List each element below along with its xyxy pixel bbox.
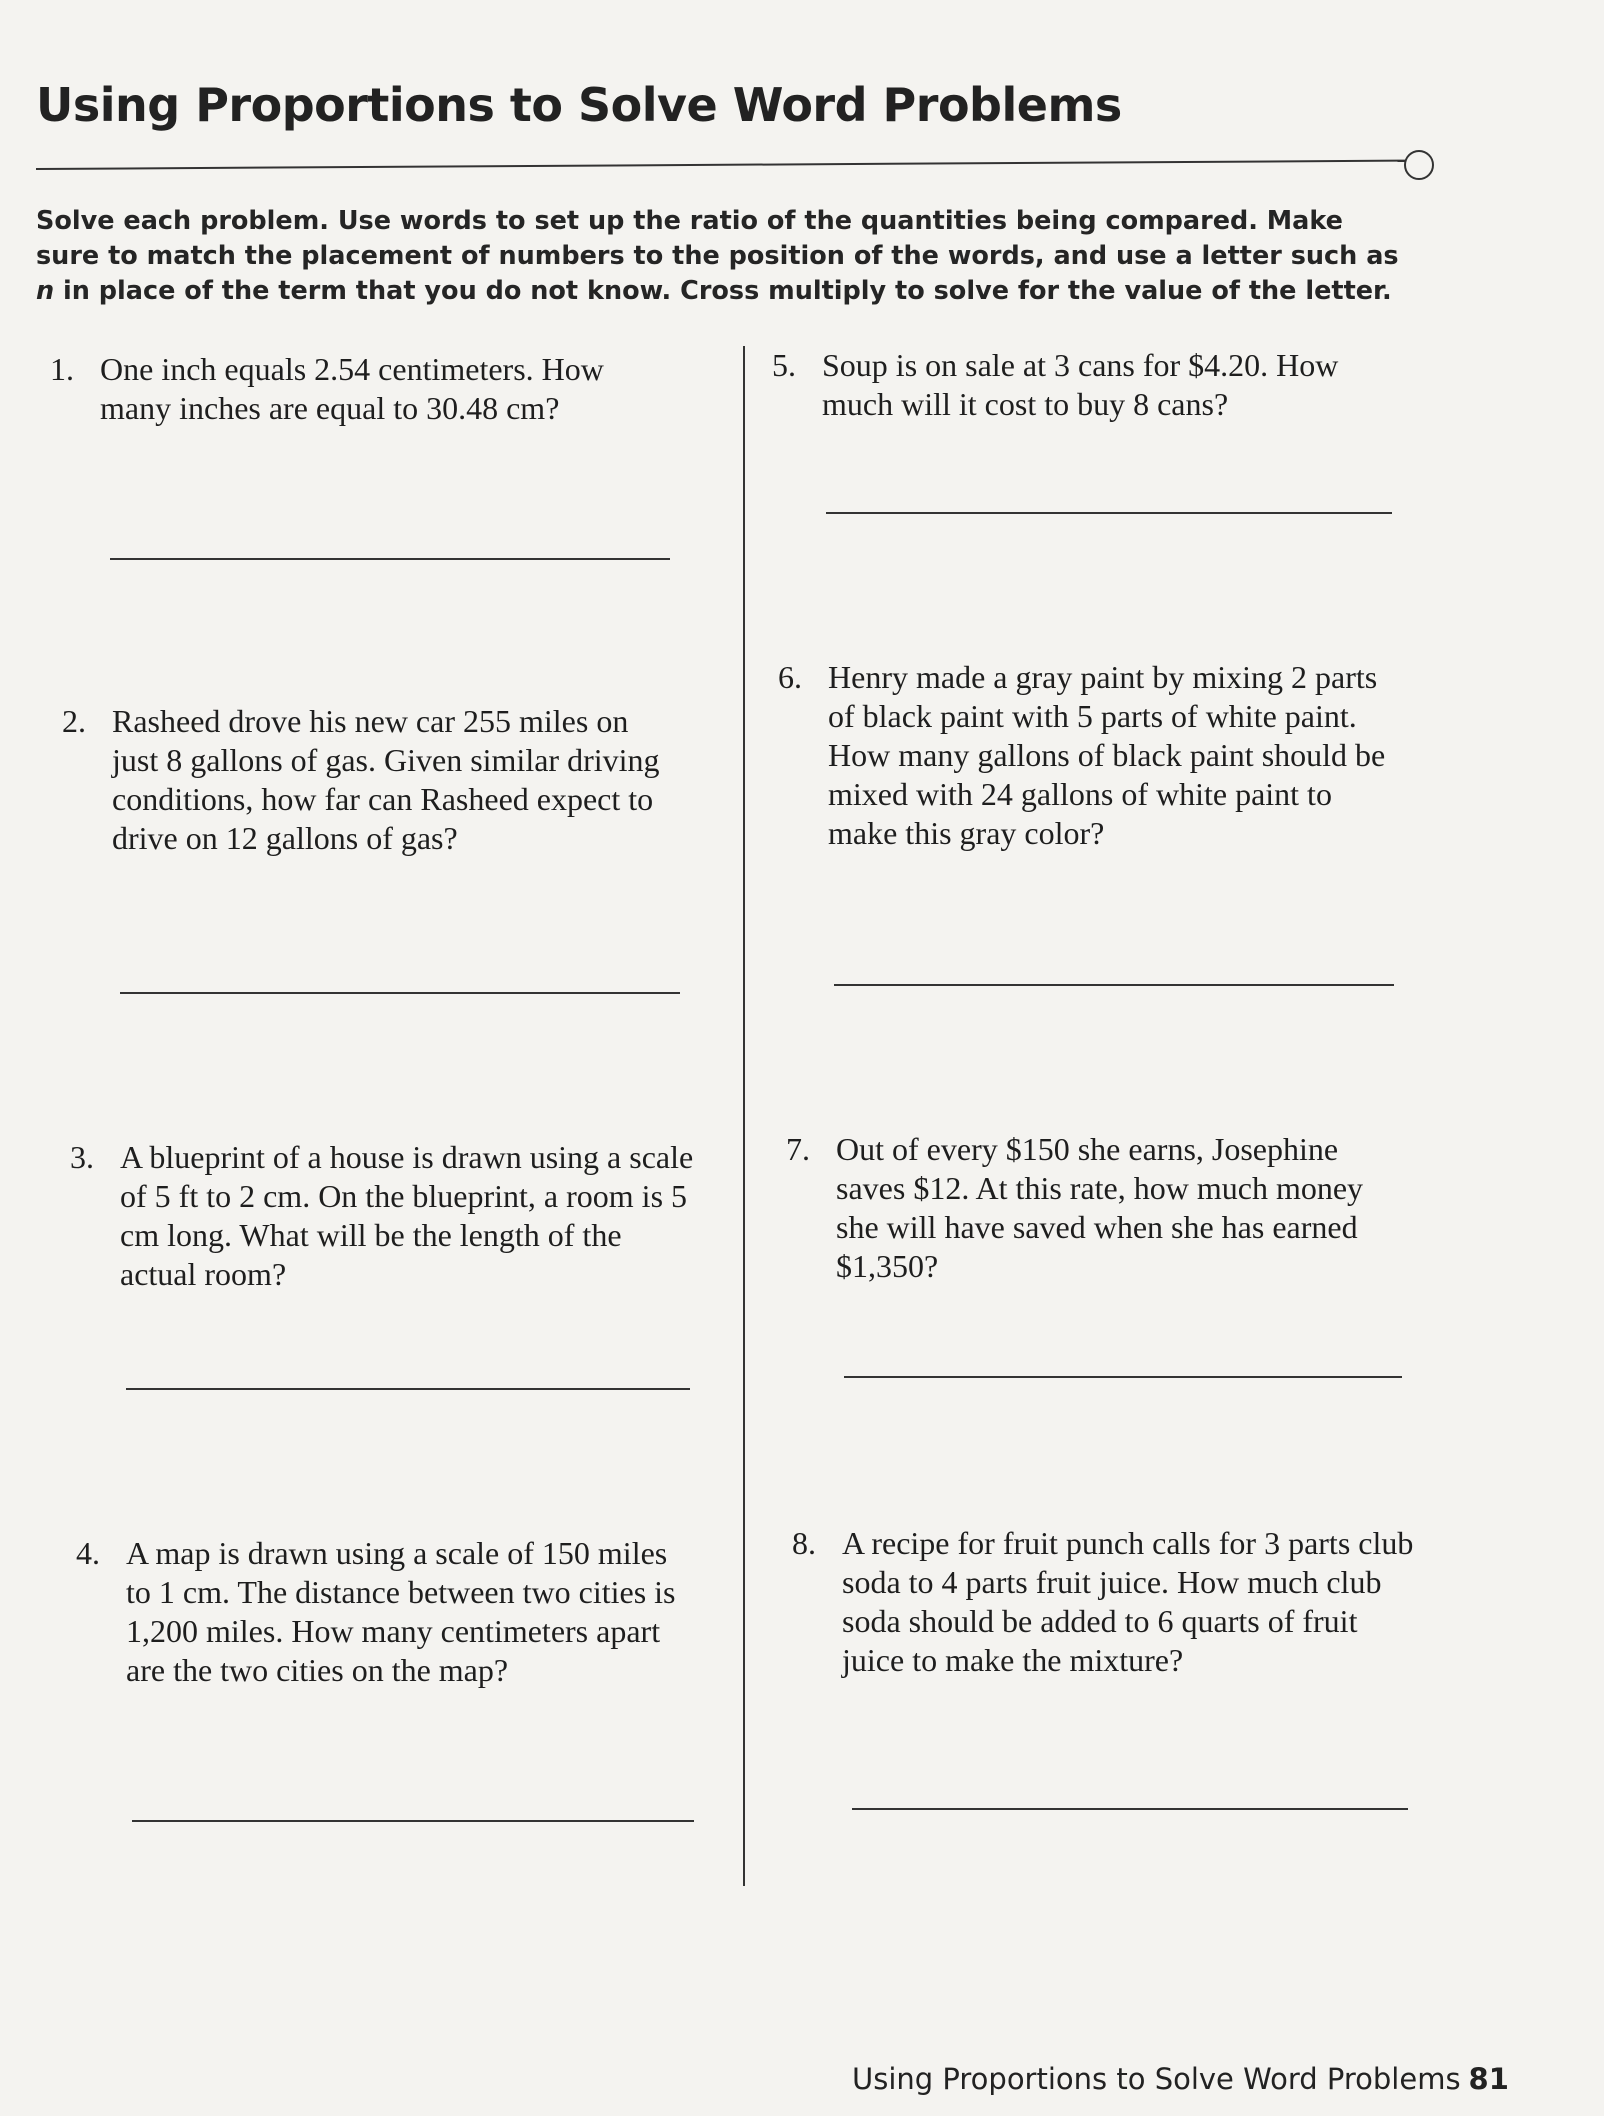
problem-number: 3. <box>70 1139 94 1175</box>
problem-text: Henry made a gray paint by mixing 2 parts of black paint with 5 parts of white paint. How many gallons of black paint should be mixed with 24 gallons of white paint to make this gray color? <box>828 659 1386 851</box>
problem-text: Soup is on sale at 3 cans for $4.20. How much will it cost to buy 8 cans? <box>822 347 1339 422</box>
problem-text: A blueprint of a house is drawn using a scale of 5 ft to 2 cm. On the blueprint, a room is 5 cm long. What will be the length of the actual room? <box>120 1139 694 1292</box>
answer-line-1[interactable] <box>110 558 670 560</box>
problem-number: 2. <box>62 703 86 739</box>
answer-line-4[interactable] <box>132 1820 694 1822</box>
title-rule <box>36 160 1406 170</box>
problem-text: Out of every $150 she earns, Josephine saves $12. At this rate, how much money she will have saved when she has earned $1,350? <box>836 1131 1364 1284</box>
answer-line-8[interactable] <box>852 1808 1408 1810</box>
instructions-variable: n <box>36 276 55 306</box>
answer-line-3[interactable] <box>126 1388 690 1390</box>
problem-3 <box>70 1138 700 1294</box>
problem-5 <box>772 346 1392 424</box>
problem-text: Rasheed drove his new car 255 miles on just 8 gallons of gas. Given similar driving conditions, how far can Rasheed expect to drive on 12 gallons of gas? <box>112 703 660 856</box>
problem-number: 6. <box>778 659 802 695</box>
footer-title: Using Proportions to Solve Word Problems <box>852 2062 1461 2096</box>
instructions-part-2: in place of the term that you do not know. Cross multiply to solve for the value of the letter. <box>54 276 1392 306</box>
problem-number: 7. <box>786 1131 810 1167</box>
problem-number: 1. <box>50 351 74 387</box>
page-title: Using Proportions to Solve Word Problems <box>36 78 1122 132</box>
answer-line-5[interactable] <box>826 512 1392 514</box>
instructions <box>36 204 1406 309</box>
problem-8 <box>792 1524 1422 1680</box>
problem-text: A map is drawn using a scale of 150 miles to 1 cm. The distance between two cities is 1,200 miles. How many centimeters apart are the two cities on the map? <box>126 1535 676 1688</box>
page-number: 81 <box>1468 2062 1509 2096</box>
column-divider <box>743 346 745 1886</box>
problem-1 <box>50 350 640 428</box>
page-footer <box>852 2062 1509 2096</box>
problem-4 <box>76 1534 676 1690</box>
problem-7 <box>786 1130 1406 1286</box>
problem-text: A recipe for fruit punch calls for 3 parts club soda to 4 parts fruit juice. How much club soda should be added to 6 quarts of fruit juice to make the mixture? <box>842 1525 1414 1678</box>
problem-number: 5. <box>772 347 796 383</box>
problem-6 <box>778 658 1398 853</box>
problem-text: One inch equals 2.54 centimeters. How many inches are equal to 30.48 cm? <box>100 351 604 426</box>
answer-line-2[interactable] <box>120 992 680 994</box>
title-rule-circle <box>1404 150 1434 180</box>
problem-2 <box>62 702 682 858</box>
answer-line-7[interactable] <box>844 1376 1402 1378</box>
answer-line-6[interactable] <box>834 984 1394 986</box>
instructions-part-1: Solve each problem. Use words to set up the ratio of the quantities being compared. Make sure to match the placement of numbers to the position of the words, and use a letter such as <box>36 206 1399 271</box>
problem-number: 8. <box>792 1525 816 1561</box>
problem-number: 4. <box>76 1535 100 1571</box>
